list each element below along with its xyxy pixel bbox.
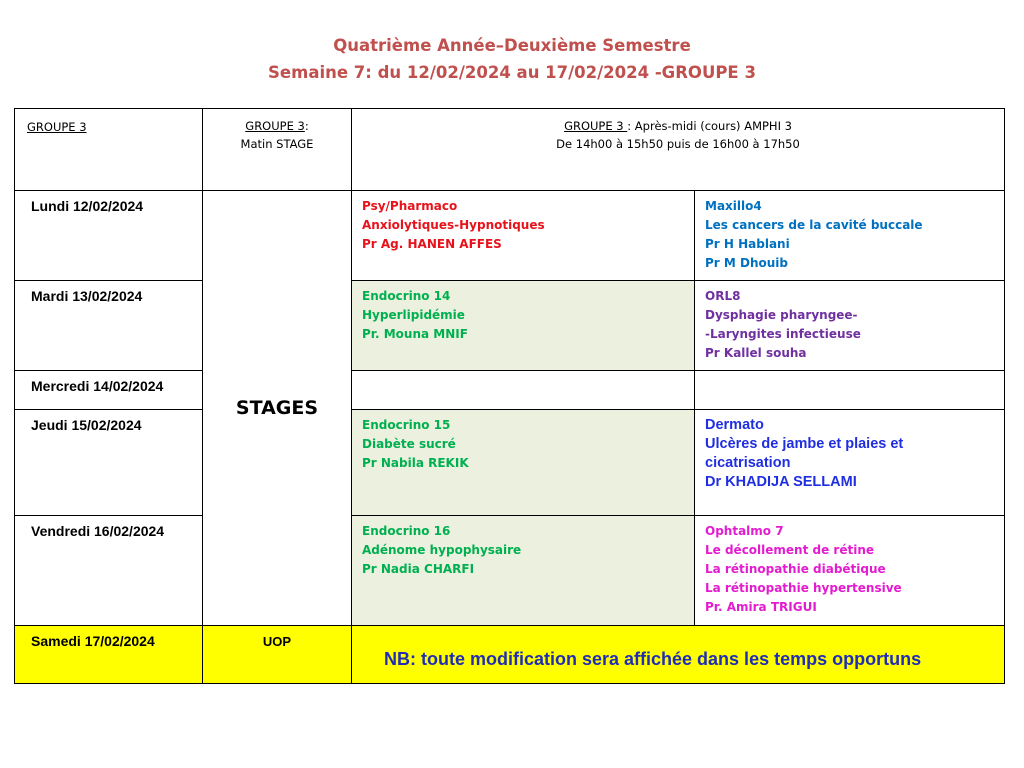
stages-label: STAGES <box>235 396 319 419</box>
course-lundi-maxillo <box>694 190 1005 281</box>
course-topic: La rétinopathie diabétique <box>705 562 886 576</box>
day-cell-mercredi: Mercredi 14/02/2024 <box>14 370 202 410</box>
course-teacher: Pr Kallel souha <box>705 346 807 360</box>
note-text: NB: toute modification sera affichée dans les temps opportuns <box>384 649 922 669</box>
course-topic: La rétinopathie hypertensive <box>705 581 902 595</box>
header-morning-colon: : <box>304 119 309 133</box>
course-teacher: Pr H Hablani <box>705 237 790 251</box>
course-mercredi-empty-2 <box>694 370 1005 410</box>
header-group-label: GROUPE 3 <box>27 120 87 134</box>
course-title: Endocrino 16 <box>362 524 451 538</box>
day-cell-jeudi: Jeudi 15/02/2024 <box>14 409 202 516</box>
samedi-morning-label: UOP <box>262 634 292 649</box>
course-teacher: Pr M Dhouib <box>705 256 789 270</box>
course-teacher: Dr KHADIJA SELLAMI <box>705 474 857 490</box>
course-vendredi-endocrino <box>351 515 694 626</box>
header-morning-group: GROUPE 3 <box>245 119 305 133</box>
course-title: Dermato <box>705 417 764 433</box>
course-topic: -Laryngites infectieuse <box>705 327 861 341</box>
page-title: Quatrième Année–Deuxième Semestre <box>333 36 691 55</box>
day-cell-lundi: Lundi 12/02/2024 <box>14 190 202 281</box>
course-topic: Dysphagie pharyngee- <box>705 308 858 322</box>
course-topic: Ulcères de jambe et plaies et <box>705 436 904 452</box>
course-teacher: Pr. Amira TRIGUI <box>705 600 817 614</box>
day-cell-vendredi: Vendredi 16/02/2024 <box>14 515 202 626</box>
course-jeudi-endocrino <box>351 409 694 516</box>
course-title: Endocrino 15 <box>362 418 451 432</box>
course-topic: Adénome hypophysaire <box>362 543 522 557</box>
course-topic: Le décollement de rétine <box>705 543 875 557</box>
course-mardi-endocrino <box>351 280 694 371</box>
header-afternoon-label: : Après-midi (cours) AMPHI 3 <box>627 119 792 133</box>
course-topic: cicatrisation <box>705 455 791 471</box>
course-teacher: Pr Ag. HANEN AFFES <box>362 237 502 251</box>
header-group-cell <box>14 108 202 191</box>
course-teacher: Pr Nabila REKIK <box>362 456 469 470</box>
course-title: Maxillo4 <box>705 199 762 213</box>
course-topic: Anxiolytiques-Hypnotiques <box>362 218 545 232</box>
course-vendredi-ophtalmo <box>694 515 1005 626</box>
stages-cell <box>202 190 351 626</box>
course-title: Ophtalmo 7 <box>705 524 784 538</box>
note-cell <box>351 625 1005 684</box>
course-jeudi-dermato <box>694 409 1005 516</box>
header-afternoon-hours: De 14h00 à 15h50 puis de 16h00 à 17h50 <box>556 137 800 151</box>
samedi-morning-cell <box>202 625 351 684</box>
header-afternoon-group: GROUPE 3 <box>564 119 628 133</box>
course-title: Psy/Pharmaco <box>362 199 458 213</box>
header-morning-cell <box>202 108 351 191</box>
course-topic: Diabète sucré <box>362 437 456 451</box>
course-mardi-orl <box>694 280 1005 371</box>
course-teacher: Pr. Mouna MNIF <box>362 327 468 341</box>
course-title: ORL8 <box>705 289 741 303</box>
course-mercredi-empty-1 <box>351 370 694 410</box>
course-teacher: Pr Nadia CHARFI <box>362 562 475 576</box>
day-cell-mardi: Mardi 13/02/2024 <box>14 280 202 371</box>
header-morning-label: Matin STAGE <box>240 137 314 151</box>
course-topic: Les cancers de la cavité buccale <box>705 218 923 232</box>
page-subtitle: Semaine 7: du 12/02/2024 au 17/02/2024 -GROUPE 3 <box>268 63 756 82</box>
header-afternoon-cell <box>351 108 1005 191</box>
course-topic: Hyperlipidémie <box>362 308 465 322</box>
course-lundi-psy <box>351 190 694 281</box>
day-cell-samedi: Samedi 17/02/2024 <box>14 625 202 684</box>
course-title: Endocrino 14 <box>362 289 451 303</box>
